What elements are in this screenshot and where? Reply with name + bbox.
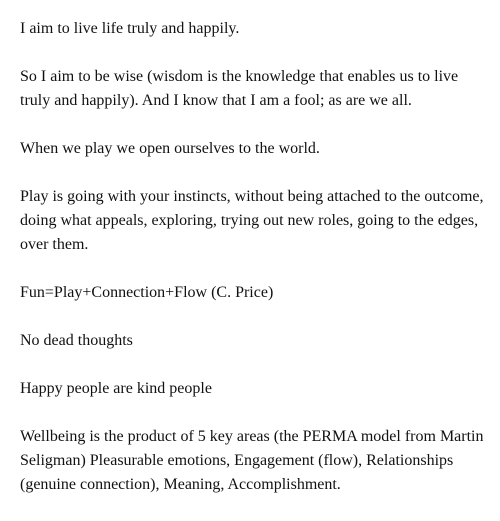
paragraph-happy-kind: Happy people are kind people bbox=[20, 380, 212, 397]
paragraph-no-dead-thoughts: No dead thoughts bbox=[20, 332, 133, 349]
paragraph-wisdom: So I aim to be wise (wisdom is the knowledge that enables us to live truly and happily). And I know that I am a fool; as are we all. bbox=[20, 68, 459, 109]
paragraph-play-definition: Play is going with your instincts, without being attached to the outcome, doing what appeals, exploring, trying out new roles, going to the edges, over them. bbox=[20, 188, 484, 253]
paragraph-fun-formula: Fun=Play+Connection+Flow (C. Price) bbox=[20, 284, 274, 301]
paragraph-wellbeing-perma: Wellbeing is the product of 5 key areas (the PERMA model from Martin Seligman) Pleasurable emotions, Engagement (flow), Relationships (genuine connection), Meaning, Accomplishment. bbox=[20, 428, 484, 493]
document-body bbox=[20, 17, 490, 521]
paragraph-aim: I aim to live life truly and happily. bbox=[20, 20, 240, 37]
paragraph-play-open: When we play we open ourselves to the world. bbox=[20, 140, 320, 157]
